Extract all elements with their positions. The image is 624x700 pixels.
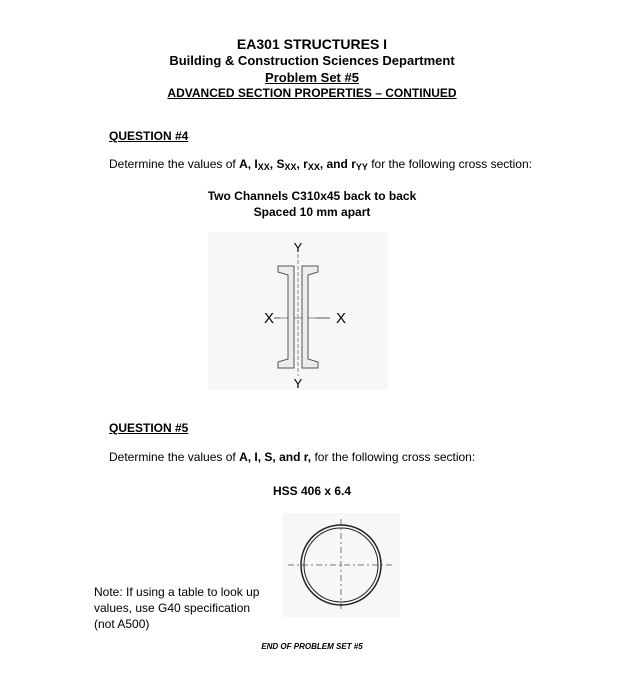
q4-var-ryy xyxy=(351,157,368,171)
problem-set-label: Problem Set #5 xyxy=(265,70,359,85)
q4-i-letter: I xyxy=(254,157,258,171)
axis-x-right-label: X xyxy=(335,310,347,327)
q4-var-ixx xyxy=(254,157,269,171)
q5-caption: HSS 406 x 6.4 xyxy=(272,484,352,498)
q4-var-rxx xyxy=(303,157,320,171)
axis-x-left-label: X xyxy=(263,310,275,327)
q5-prompt-intro: Determine the values of xyxy=(109,450,240,464)
department-name: Building & Construction Sciences Department xyxy=(169,53,455,68)
q4-rx-sub: XX xyxy=(307,162,320,172)
right-channel-shape xyxy=(302,266,318,368)
q4-s-sub: XX xyxy=(284,162,297,172)
q4-var-sxx xyxy=(276,157,296,171)
q4-s-letter: S xyxy=(276,157,285,171)
topic-title xyxy=(0,86,624,100)
course-title: EA301 STRUCTURES I xyxy=(236,36,388,52)
left-channel-shape xyxy=(278,266,294,368)
q4-comma-2: , xyxy=(269,157,277,171)
topic-label: ADVANCED SECTION PROPERTIES – CONTINUED xyxy=(167,86,457,100)
hss-figure xyxy=(282,513,400,617)
question-5-heading: QUESTION #5 xyxy=(109,421,189,435)
q4-prompt-intro: Determine the values of xyxy=(109,157,240,171)
hss-circle-drawing xyxy=(282,513,400,617)
q4-ry-sub: YY xyxy=(355,162,368,172)
q4-var-a: A xyxy=(239,157,248,171)
end-of-problem-set: END OF PROBLEM SET #5 xyxy=(261,642,363,651)
double-channel-drawing xyxy=(208,232,388,390)
q4-rx-letter: r xyxy=(303,157,308,171)
q4-and: , and xyxy=(319,157,352,171)
question-4-prompt xyxy=(109,157,532,172)
question-4-heading: QUESTION #4 xyxy=(109,129,189,143)
axis-y-bottom-label: Y xyxy=(293,376,303,390)
q4-comma-1: , xyxy=(247,157,255,171)
q4-i-sub: XX xyxy=(257,162,270,172)
q4-comma-3: , xyxy=(296,157,304,171)
problem-set-title xyxy=(0,70,624,85)
q4-prompt-end: for the following cross section: xyxy=(367,157,532,171)
question-5-prompt xyxy=(109,450,475,464)
table-note: Note: If using a table to look up values, use G40 specification (not A500) xyxy=(94,585,260,631)
axis-y-top-label: Y xyxy=(293,240,303,255)
q5-prompt-end: for the following cross section: xyxy=(311,450,476,464)
q5-vars: A, I, S, and r, xyxy=(239,450,312,464)
q4-caption-line1: Two Channels C310x45 back to back xyxy=(207,189,417,203)
channels-figure xyxy=(208,232,388,390)
q4-ry-letter: r xyxy=(351,157,356,171)
q4-caption-line2: Spaced 10 mm apart xyxy=(253,205,371,219)
